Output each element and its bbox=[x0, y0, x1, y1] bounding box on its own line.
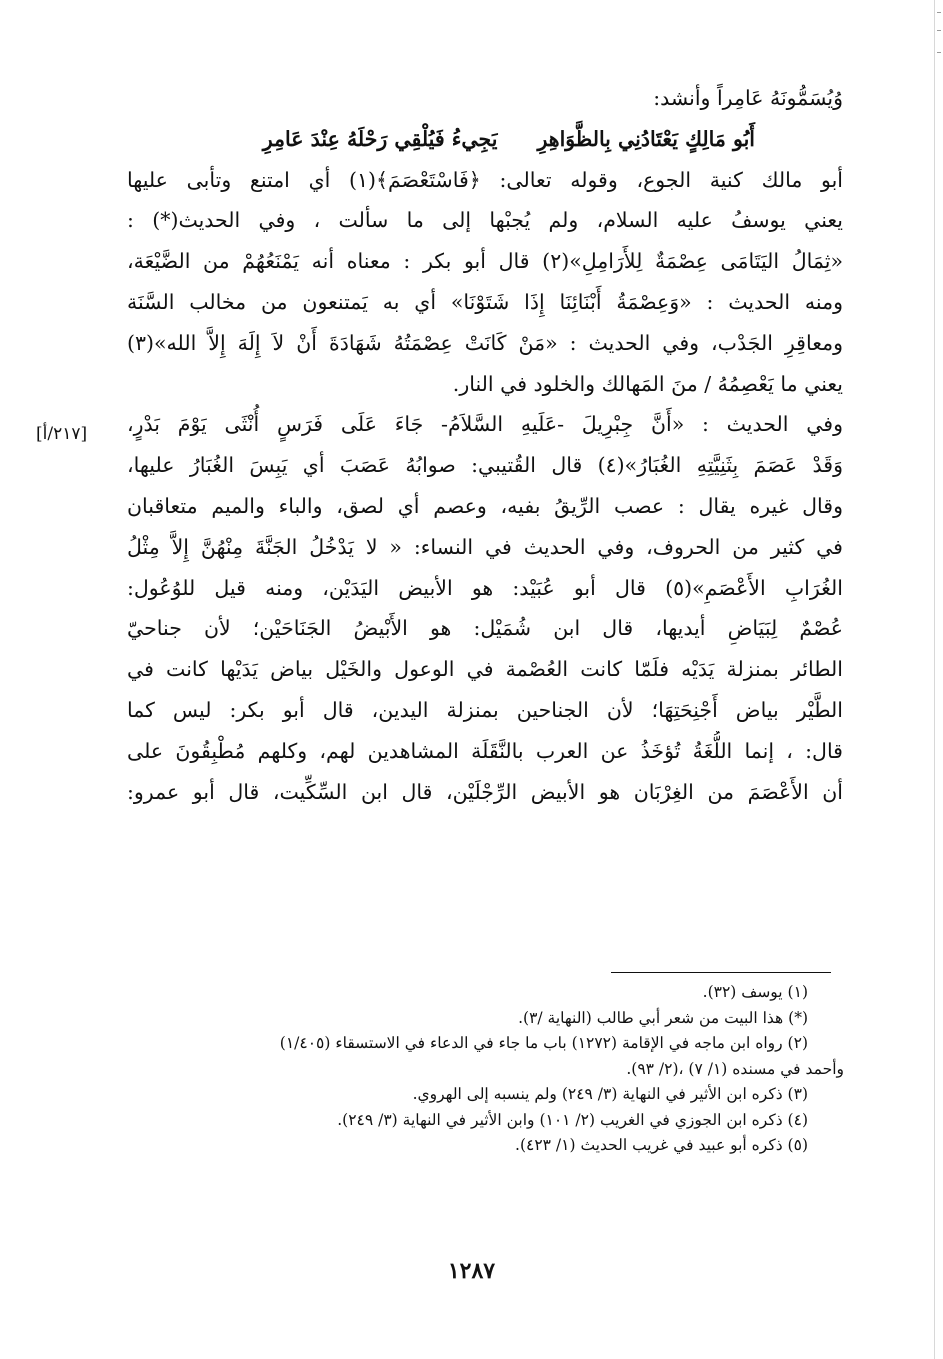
footnotes bbox=[128, 980, 844, 1159]
text-line: الغُرَابِ الأَعْصَمِ»(٥) قال أبو عُبَيْد: هو الأبيض اليَدَيْن، ومنه قيل للوُعُول: bbox=[127, 575, 843, 600]
footnote: (٥) ذكره أبو عبيد في غريب الحديث (١/ ٤٢٣). bbox=[515, 1136, 808, 1154]
footnote: (*) هذا البيت من شعر أبي طالب (النهاية /٣). bbox=[518, 1008, 808, 1027]
footnote: وأحمد في مسنده (١/ ٧) ،(٢/ ٩٣). bbox=[626, 1059, 844, 1078]
footnote: (١) يوسف (٣٢). bbox=[702, 983, 808, 1001]
text-line: أن الأَعْصَمَ من الغِرْبَان هو الأبيض الرِّجْلَيْن، قال ابن السِّكِّيت، قال أبو عمرو: bbox=[127, 779, 843, 804]
text-line: يعني يوسفُ عليه السلام، ولم يُجبْها إلى ما سألت ، وفي الحديث(*) : bbox=[127, 208, 843, 233]
text-line: ومنه الحديث : «وَعِصْمَةُ أَبْنَائِنَا إِذَا شَتَوْنَا» أي به يَمتنعون من مخالب السَّنَة bbox=[127, 289, 843, 314]
page-number: ١٢٨٧ bbox=[447, 1258, 496, 1284]
footnote: (٣) ذكره ابن الأثير في النهاية (٣/ ٢٤٩) ولم ينسبه إلى الهروي. bbox=[412, 1085, 808, 1103]
text-line: في كثير من الحروف، وفي الحديث في النساء: « لا يَدْخُلُ الجَنَّةَ مِنْهُنَّ إِلاَّ مِثْلُ bbox=[127, 534, 843, 559]
manuscript-folio-ref: [٢١٧/أ] bbox=[36, 424, 88, 444]
main-text bbox=[127, 78, 843, 812]
text-line: الطَّيْر بياض أَجْنِحَتِهَا؛ لأن الجناحين بمنزلة اليدين، قال أبو بكر: ليس كما bbox=[127, 697, 843, 722]
verse-second-hemistich: يَجِيءُ فَيُلْقِي رَحْلَهُ عِنْدَ عَامِرِ bbox=[262, 126, 498, 151]
text-line: الطائر بمنزلة يَدَيْه فلَمّا كانت العُصْمة في الوعول والخَيْل بياض يَدَيْها كانت في bbox=[127, 657, 843, 682]
text-line: ومعاقِرِ الجَدْب، وفي الحديث : «مَنْ كَانَتْ عِصْمَتُهُ شَهَادَةَ أَنْ لاَ إِلَهَ إِلاَّ الله»(٣) bbox=[127, 330, 843, 355]
text-line: أبو مالك كنية الجوع، وقوله تعالى: ﴿فَاسْتَعْصَمَ﴾(١) أي امتنع وتأبى عليها bbox=[127, 167, 843, 192]
text-line: قال: ، إنما اللُّغَةُ تُؤخَذُ عن العرب بالنَّقَلَة المشاهدين لهم، وكلهم مُطْبِقُونَ على bbox=[127, 738, 843, 763]
edge-mark bbox=[937, 30, 941, 31]
footnote: (٤) ذكره ابن الجوزي في الغريب (٢/ ١٠١) وابن الأثير في النهاية (٣/ ٢٤٩). bbox=[337, 1110, 808, 1129]
text-line: وَقَدْ عَصَمَ بِثَنِيَّتِهِ الغُبَارُ»(٤) قال القُتيبي: صوابُهُ عَصَبَ أي يَبِسَ الغُبَارُ عليها، bbox=[127, 453, 843, 478]
page-edge bbox=[934, 0, 943, 1359]
footnote: (٢) رواه ابن ماجه في الإقامة (١٢٧٢) باب ما جاء في الدعاء في الاستسقاء (١/٤٠٥) bbox=[279, 1034, 808, 1052]
text-line: عُصْمٌ لِبَيَاضِ أيديها، قال ابن شُمَيْل: هو الأَبْيضُ الجَنَاحَيْن؛ لأن جناحيّ bbox=[127, 616, 843, 641]
text-line: يعني ما يَعْصِمُهُ / منَ المَهالك والخلود في النار. bbox=[452, 371, 843, 396]
edge-mark bbox=[937, 12, 941, 13]
verse-first-hemistich: أَبُو مَالِكٍ يَعْتَادُنِي بِالظَّوَاهِرِ bbox=[537, 126, 755, 151]
poetry-verse bbox=[127, 119, 843, 160]
text-line: وقال غيره يقال : عصب الرِّيقُ بفيه، وعصم أي لصق، والباء والميم متعاقبان bbox=[127, 493, 843, 518]
text-line: «ثِمَالُ اليَتَامَى عِصْمَةٌ لِلأَرَامِلِ»(٢) قال أبو بكر : معناه أنه يَمْنَعُهُمْ من الضَّيْعَة، bbox=[127, 249, 843, 274]
text-line: وفي الحديث : «أَنَّ جِبْرِيلَ -عَلَيهِ السَّلاَمُ- جَاءَ عَلَى فَرَسٍ أُنْثَى يَوْمَ بَدْرٍ، bbox=[127, 412, 843, 437]
edge-mark bbox=[937, 52, 941, 53]
footnote-separator bbox=[611, 972, 831, 973]
text-line: وُيُسَمُّونَهُ عَامِراً وأنشد: bbox=[653, 86, 843, 110]
